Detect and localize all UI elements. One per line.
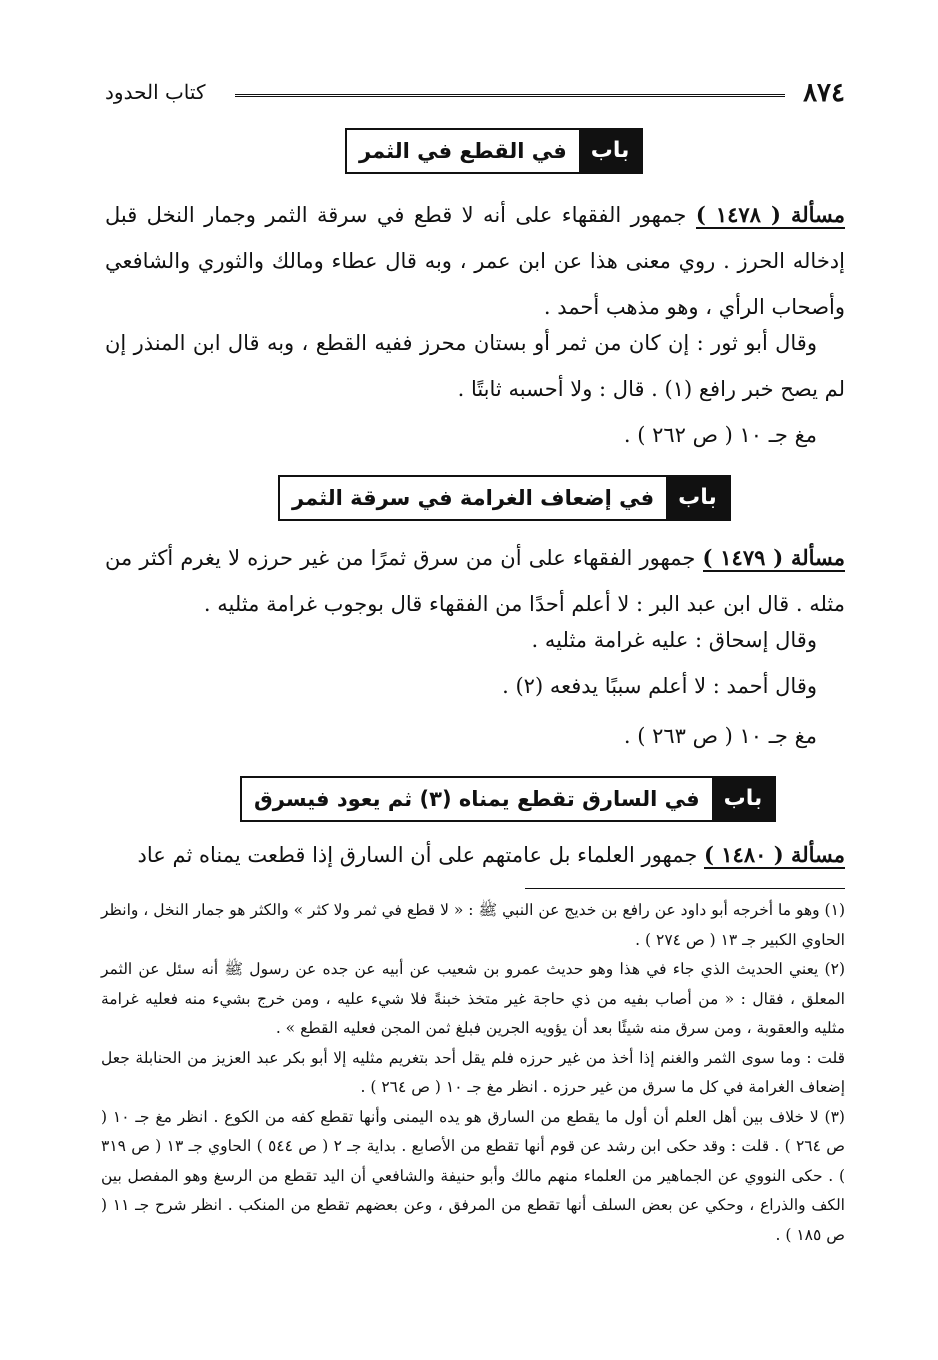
footnote-1: (١) وهو ما أخرجه أبو داود عن رافع بن خديج عن النبي ﷺ : « لا قطع في ثمر ولا كثر » والكثر هو جمار النخل ، وانظر الحاوي الكبير جـ ١٣ ( ص ٢٧٤ ) .: [101, 901, 845, 949]
chapter-title: في السارق تقطع يمناه (٣) ثم يعود فيسرق: [254, 787, 700, 811]
issue-label: مسألة ( ١٤٨٠ ): [704, 842, 845, 867]
issue-label: مسألة ( ١٤٧٩ ): [702, 545, 845, 570]
chapter-title: في القطع في الثمر: [359, 139, 567, 163]
paragraph: وقال أحمد : لا أعلم سببًا يدفعه (٢) .: [502, 674, 817, 698]
footnote-rule: [525, 888, 845, 889]
book-title: كتاب الحدود: [105, 80, 206, 104]
issue-paragraph: [105, 832, 845, 878]
issue-paragraph: [105, 535, 845, 627]
issue-text: جمهور العلماء بل عامتهم على أن السارق إذا قطعت يمناه ثم عاد: [137, 843, 698, 867]
chapter-title: في إضعاف الغرامة في سرقة الثمر: [292, 486, 655, 510]
footnote-3: (٣) لا خلاف بين أهل العلم أن أول ما يقطع من السارق هو يده اليمنى وأنها تقطع كفه من الكوع . انظر مغ جـ ١٠ ( ص ٢٦٤ ) . قلت : وقد حكى ابن رشد عن قوم أنها تقطع من الأصابع . بداية جـ ٢ ( ص ٥٤٤ ) الحاوي جـ ١٣ ( ص ٣١٩ ) . حكى النووي عن الجماهير من العلماء منهم مالك وأبو حنيفة والشافعي أن اليد تقطع من الرسغ وهو المفصل بين الكف والذراع ، وحكي عن بعض السلف أنها تقطع من المرفق ، وعن بعضهم تقطع من المنكب . انظر شرح جـ ١١ ( ص ١٨٥ ) .: [101, 1107, 845, 1244]
paragraph: وقال إسحاق : عليه غرامة مثليه .: [531, 628, 817, 652]
chapter-heading-1: [345, 128, 643, 174]
issue-paragraph: [105, 192, 845, 330]
chapter-tag: باب: [579, 130, 642, 172]
page-number: ٨٧٤: [803, 78, 845, 108]
footnote-2: (٢) يعني الحديث الذي جاء في هذا وهو حديث عمرو بن شعيب عن أبيه عن جده عن رسول ﷺ أنه سئل عن الثمر المعلق ، فقال : « من أصاب بفيه من ذي حاجة غير متخذ خبنةً فلا شيء عليه ، ومن خرج بشيء منه فعليه غرامة مثليه والعقوبة ، ومن سرق منه شيئًا بعد أن يؤويه الجرين فبلغ ثمن المجن فعليه القطع » .: [101, 960, 845, 1037]
header-rule: [235, 94, 785, 100]
reference: مغ جـ ١٠ ( ص ٢٦٢ ) .: [623, 423, 817, 447]
chapter-heading-2: [278, 475, 731, 521]
issue-text: جمهور الفقهاء على أن من سرق ثمرًا من غير حرزه لا يغرم أكثر من مثله . قال ابن عبد البر : لا أعلم أحدًا من الفقهاء قال بوجوب غرامة مثليه .: [105, 546, 845, 616]
reference: مغ جـ ١٠ ( ص ٢٦٣ ) .: [623, 724, 817, 748]
page-header: [105, 78, 845, 112]
issue-label: مسألة ( ١٤٧٨ ): [695, 202, 845, 227]
footnote-2-note: قلت : وما سوى الثمر والغنم إذا أخذ من غير حرزه فلم يقل أحد بتغريم مثليه إلا أبو بكر عبد العزيز من الحنابلة جعل إضعاف الغرامة في كل ما سرق من غير حرزه . انظر مغ جـ ١٠ ( ص ٢٦٤ ) .: [101, 1048, 845, 1096]
issue-text: جمهور الفقهاء على أنه لا قطع في سرقة الثمر وجمار النخل قبل إدخاله الحرز . روي معنى هذا عن ابن عمر ، وبه قال عطاء ومالك والثوري والشافعي وأصحاب الرأي ، وهو مذهب أحمد .: [105, 203, 845, 319]
chapter-heading-3: [240, 776, 776, 822]
chapter-tag: باب: [712, 778, 775, 820]
chapter-tag: باب: [666, 477, 729, 519]
footnotes: [101, 896, 845, 1250]
paragraph: وقال أبو ثور : إن كان من ثمر أو بستان محرز ففيه القطع ، وبه قال ابن المنذر إن لم يصح خبر رافع (١) . قال : ولا أحسبه ثابتًا .: [105, 331, 845, 401]
